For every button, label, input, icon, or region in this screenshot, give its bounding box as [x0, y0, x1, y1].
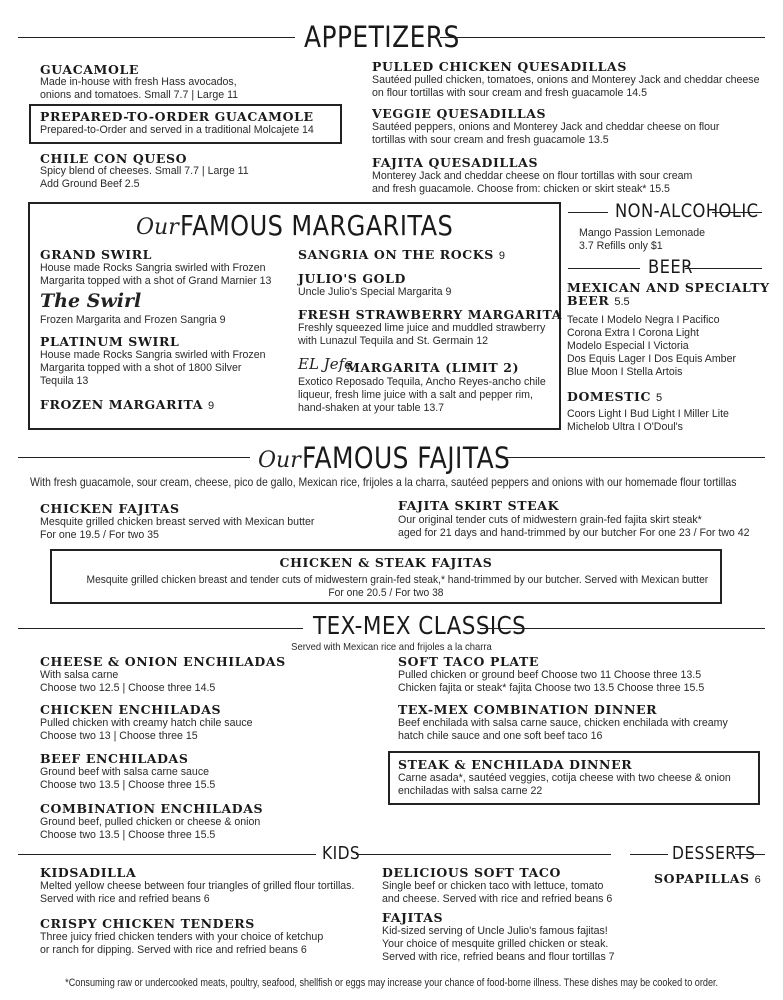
cheese-onion-desc-2: Choose two 12.5 | Choose three 14.5: [40, 682, 216, 694]
texmex-title: TEX-MEX CLASSICS: [313, 611, 527, 640]
sopapillas-row: [654, 872, 761, 887]
kidsadilla-name: KIDSADILLA: [40, 865, 137, 880]
non-alcoholic-line-2: 3.7 Refills only $1: [579, 240, 663, 252]
texmex-subtitle-wrap: [0, 637, 783, 655]
fajitas-title: FAMOUS FAJITAS: [302, 441, 511, 475]
domestic-list-2: Michelob Ultra I O'Doul's: [567, 421, 683, 433]
guacamole-name: GUACAMOLE: [40, 62, 139, 77]
beef-ench-desc-2: Choose two 13.5 | Choose three 15.5: [40, 779, 216, 791]
beer-list-4: Dos Equis Lager I Dos Equis Amber: [567, 353, 736, 365]
the-swirl-desc: Frozen Margarita and Frozen Sangria 9: [40, 314, 226, 326]
skirt-desc-1: Our original tender cuts of midwestern grain-fed fajita skirt steak*: [398, 514, 702, 526]
prepared-guacamole-desc: Prepared-to-Order and served in a traditional Molcajete 14: [40, 124, 314, 136]
beer-list-5: Blue Moon I Stella Artois: [567, 366, 683, 378]
fajita-q-desc-2: and fresh guacamole. Choose from: chicken or skirt steak* 15.5: [372, 183, 670, 195]
texmex-rule-left: [18, 628, 303, 629]
steak-enchilada-desc-1: Carne asada*, sautéed veggies, cotija cheese with two cheese & onion: [398, 772, 731, 784]
soft-taco-plate-desc-1: Pulled chicken or ground beef Choose two 11 Choose three 13.5: [398, 669, 702, 681]
domestic-row: [567, 390, 662, 405]
chicken-ench-desc-1: Pulled chicken with creamy hatch chile sauce: [40, 717, 253, 729]
fajita-quesadillas-name: FAJITA QUESADILLAS: [372, 155, 539, 170]
el-jefe-desc-1: Exotico Reposado Tequila, Ancho Reyes-ancho chile: [298, 376, 546, 388]
fajitas-rule-right: [505, 457, 765, 458]
el-jefe-desc-3: hand-shaken at your table 13.7: [298, 402, 445, 414]
specialty-beer-row: [567, 294, 630, 309]
margaritas-script: Our: [136, 215, 179, 240]
frozen-margarita-price: 9: [207, 400, 215, 412]
specialty-beer-name: MEXICAN AND SPECIALTY: [567, 280, 770, 295]
pulled-desc-2: on flour tortillas with sour cream and fresh guacamole 14.5: [372, 87, 647, 99]
specialty-beer-price: 5.5: [614, 296, 630, 308]
veggie-name: VEGGIE QUESADILLAS: [372, 106, 547, 121]
specialty-beer-name-2: BEER: [567, 293, 610, 308]
non-alcoholic-title: NON-ALCOHOLIC: [615, 200, 759, 222]
tenders-desc-1: Three juicy fried chicken tenders with your choice of ketchup: [40, 931, 324, 943]
sangria-name: SANGRIA ON THE ROCKS: [298, 247, 494, 262]
tenders-desc-2: or ranch for dipping. Served with rice and refried beans 6: [40, 944, 307, 956]
sangria-price: 9: [498, 250, 505, 262]
fajitas-rule-left: [18, 457, 250, 458]
chicken-tenders-name: CRISPY CHICKEN TENDERS: [40, 916, 255, 931]
combo-desc-2-text: For one 20.5 / For two 38: [328, 587, 444, 599]
footnote-wrap: [0, 973, 783, 991]
combo-dinner-desc-2: hatch chile sauce and one soft beef taco 16: [398, 730, 603, 742]
steak-enchilada-name: STEAK & ENCHILADA DINNER: [398, 757, 633, 772]
platinum-desc-2: Margarita topped with a shot of 1800 Silver: [40, 362, 242, 374]
combo-desc-2: [52, 583, 720, 601]
combination-desc-1: Ground beef, pulled chicken or cheese & onion: [40, 816, 261, 828]
chile-desc-2: Add Ground Beef 2.5: [40, 178, 140, 190]
domestic-name: DOMESTIC: [567, 389, 652, 404]
sopapillas-price: 6: [754, 874, 761, 886]
kids-soft-taco-name: DELICIOUS SOFT TACO: [382, 865, 561, 880]
el-jefe-desc-2: liqueur, fresh lime juice with a salt and pepper rim,: [298, 389, 533, 401]
beer-title: BEER: [648, 256, 693, 278]
beef-enchiladas-name: BEEF ENCHILADAS: [40, 751, 189, 766]
sangria-row: [298, 248, 505, 263]
kids-rule-left: [18, 854, 316, 855]
chicken-ench-desc-2: Choose two 13 | Choose three 15: [40, 730, 198, 742]
guacamole-desc-1: Made in-house with fresh Hass avocados,: [40, 76, 237, 88]
the-swirl-name: The Swirl: [40, 290, 142, 312]
pulled-chicken-name: PULLED CHICKEN QUESADILLAS: [372, 59, 627, 74]
steak-enchilada-desc-2: enchiladas with salsa carne 22: [398, 785, 543, 797]
guacamole-desc-2: onions and tomatoes. Small 7.7 | Large 11: [40, 89, 239, 101]
chicken-steak-fajitas-name: CHICKEN & STEAK FAJITAS: [279, 555, 493, 570]
domestic-list-1: Coors Light I Bud Light I Miller Lite: [567, 408, 729, 420]
strawberry-desc-2: with Lunazul Tequila and St. Germain 12: [298, 335, 489, 347]
non-alcoholic-line-1: Mango Passion Lemonade: [579, 227, 706, 239]
beef-ench-desc-1: Ground beef with salsa carne sauce: [40, 766, 210, 778]
chicken-fajitas-desc-2: For one 19.5 / For two 35: [40, 529, 159, 541]
domestic-price: 5: [655, 392, 663, 404]
combination-desc-2: Choose two 13.5 | Choose three 15.5: [40, 829, 216, 841]
fajita-q-desc-1: Monterey Jack and cheddar cheese on flour tortillas with sour cream: [372, 170, 693, 182]
kids-fajitas-desc-2: Your choice of mesquite grilled chicken or steak.: [382, 938, 609, 950]
desserts-title: DESSERTS: [672, 843, 756, 864]
combination-enchiladas-name: COMBINATION ENCHILADAS: [40, 801, 264, 816]
beer-rule-right: [685, 268, 762, 269]
chicken-fajitas-name: CHICKEN FAJITAS: [40, 501, 180, 516]
beer-rule-left: [568, 268, 640, 269]
kids-soft-taco-desc-2: and cheese. Served with rice and refried beans 6: [382, 893, 613, 905]
beer-list-2: Corona Extra I Corona Light: [567, 327, 699, 339]
grand-swirl-name: GRAND SWIRL: [40, 247, 153, 262]
platinum-desc-3: Tequila 13: [40, 375, 89, 387]
chile-desc-1: Spicy blend of cheeses. Small 7.7 | Large 11: [40, 165, 249, 177]
prepared-guacamole-name: PREPARED-TO-ORDER GUACAMOLE: [40, 109, 314, 124]
frozen-margarita-name: FROZEN MARGARITA: [40, 397, 204, 412]
appetizers-title: APPETIZERS: [304, 20, 460, 54]
chile-con-queso-name: CHILE CON QUESO: [40, 151, 188, 166]
footnote: *Consuming raw or undercooked meats, poultry, seafood, shellfish or eggs may increase your chance of food-borne illness. These dishes may be cooked to order.: [65, 977, 718, 989]
grand-swirl-desc-2: Margarita topped with a shot of Grand Marnier 13: [40, 275, 272, 287]
kids-fajitas-name: FAJITAS: [382, 910, 444, 925]
chicken-fajitas-desc-1: Mesquite grilled chicken breast served with Mexican butter: [40, 516, 315, 528]
strawberry-desc-1: Freshly squeezed lime juice and muddled strawberry: [298, 322, 546, 334]
kids-soft-taco-desc-1: Single beef or chicken taco with lettuce, tomato: [382, 880, 604, 892]
beer-list-1: Tecate I Modelo Negra I Pacifico: [567, 314, 720, 326]
kids-fajitas-desc-1: Kid-sized serving of Uncle Julio's famous fajitas!: [382, 925, 608, 937]
appetizers-rule-left: [18, 37, 295, 38]
kids-fajitas-desc-3: Served with rice, refried beans and flour tortillas 7: [382, 951, 615, 963]
kidsadilla-desc-1: Melted yellow cheese between four triangles of grilled flour tortillas.: [40, 880, 355, 892]
skirt-steak-name: FAJITA SKIRT STEAK: [398, 498, 560, 513]
platinum-swirl-name: PLATINUM SWIRL: [40, 334, 180, 349]
platinum-desc-1: House made Rocks Sangria swirled with Frozen: [40, 349, 266, 361]
julios-gold-name: JULIO'S GOLD: [298, 271, 406, 286]
veggie-desc-1: Sautéed peppers, onions and Monterey Jack and cheddar cheese on flour: [372, 121, 720, 133]
combo-dinner-name: TEX-MEX COMBINATION DINNER: [398, 702, 658, 717]
appetizers-rule-right: [440, 37, 765, 38]
combo-dinner-desc-1: Beef enchilada with salsa carne sauce, chicken enchilada with creamy: [398, 717, 728, 729]
beer-list-3: Modelo Especial I Victoria: [567, 340, 689, 352]
non-alcoholic-rule-left: [568, 212, 608, 213]
soft-taco-plate-name: SOFT TACO PLATE: [398, 654, 539, 669]
julios-gold-desc: Uncle Julio's Special Margarita 9: [298, 286, 452, 298]
desserts-rule-right: [735, 854, 765, 855]
desserts-rule-left: [630, 854, 668, 855]
combo-desc-1-text: Mesquite grilled chicken breast and tender cuts of midwestern grain-fed steak,* hand-trimmed by our butcher. Served with Mexican butter: [86, 574, 709, 586]
kids-rule-right: [356, 854, 611, 855]
fajitas-script: Our: [258, 448, 301, 473]
sopapillas-name: SOPAPILLAS: [654, 871, 750, 886]
kids-title: KIDS: [322, 843, 361, 864]
fajitas-intro: With fresh guacamole, sour cream, cheese, pico de gallo, Mexican rice, frijoles a la charra, sautéed peppers and onions with our homemade flour tortillas: [30, 476, 737, 489]
skirt-desc-2: aged for 21 days and hand-trimmed by our butcher For one 23 / For two 42: [398, 527, 750, 539]
strawberry-name: FRESH STRAWBERRY MARGARITA: [298, 307, 563, 322]
cheese-onion-desc-1: With salsa carne: [40, 669, 119, 681]
texmex-subtitle: Served with Mexican rice and frijoles a la charra: [291, 641, 492, 653]
kidsadilla-desc-2: Served with rice and refried beans 6: [40, 893, 210, 905]
pulled-desc-1: Sautéed pulled chicken, tomatoes, onions and Monterey Jack and cheddar cheese: [372, 74, 760, 86]
el-jefe-script: EL Jefe: [298, 355, 353, 373]
chicken-enchiladas-name: CHICKEN ENCHILADAS: [40, 702, 222, 717]
frozen-margarita-row: [40, 398, 214, 413]
el-jefe-name: MARGARITA (LIMIT 2): [346, 360, 520, 375]
grand-swirl-desc-1: House made Rocks Sangria swirled with Frozen: [40, 262, 266, 274]
veggie-desc-2: tortillas with sour cream and fresh guacamole 13.5: [372, 134, 609, 146]
non-alcoholic-rule-right: [712, 212, 762, 213]
margaritas-title: FAMOUS MARGARITAS: [180, 209, 454, 242]
texmex-rule-right: [480, 628, 765, 629]
cheese-onion-name: CHEESE & ONION ENCHILADAS: [40, 654, 286, 669]
soft-taco-plate-desc-2: Chicken fajita or steak* fajita Choose two 13.5 Choose three 15.5: [398, 682, 705, 694]
